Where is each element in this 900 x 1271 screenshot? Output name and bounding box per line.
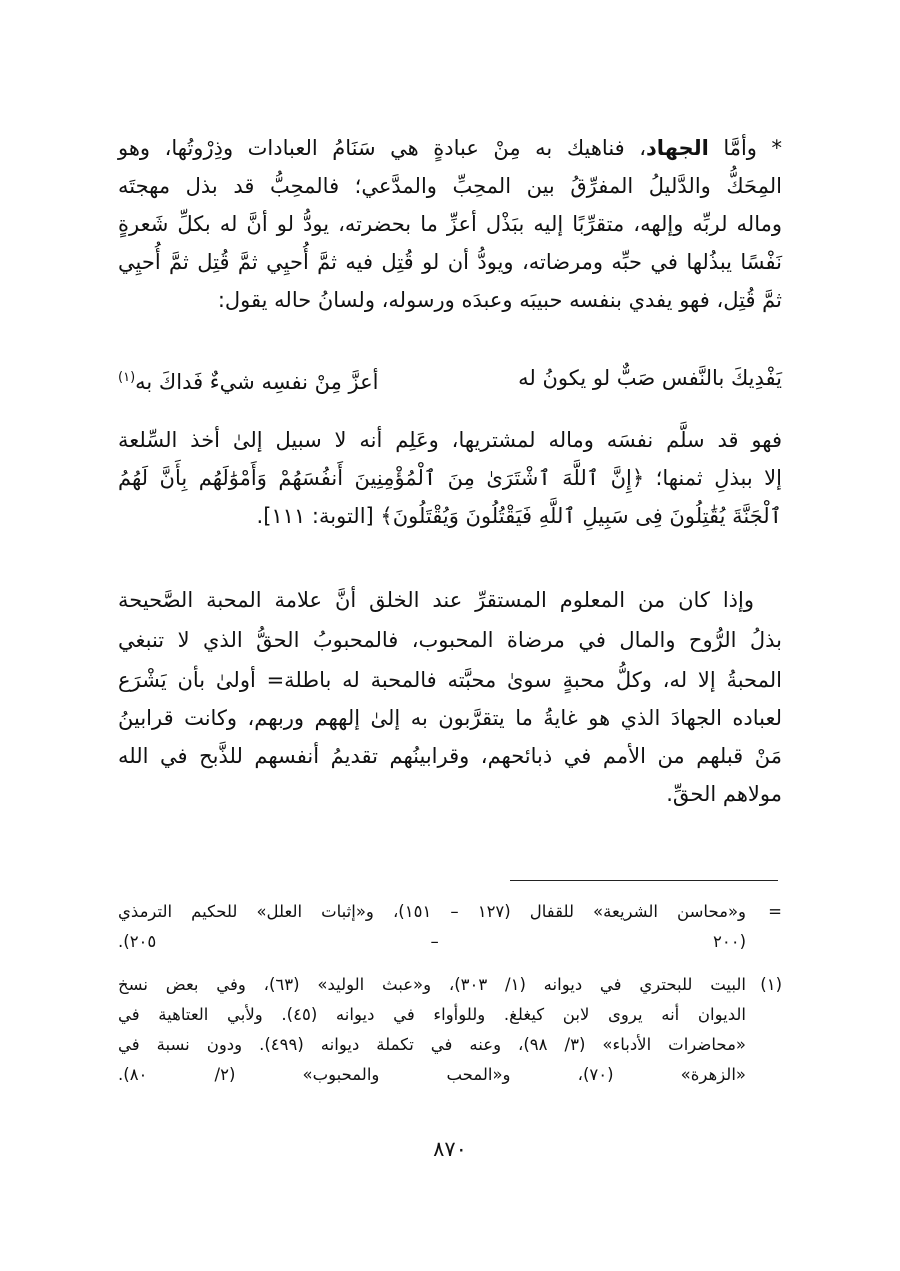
paragraph-2-line-2: إلا ببذلِ ثمنها؛ ﴿إِنَّ ٱللَّهَ ٱشْتَرَىٰ مِنَ ٱلْمُؤْمِنِينَ أَنفُسَهُمْ وَأَمْوَٰلَهُم بِأَنَّ لَهُمُ xyxy=(118,466,782,490)
page-number: ٨٧٠ xyxy=(433,1137,467,1161)
footnote-1-marker: (١) xyxy=(760,975,782,994)
footnote-continuation-line-2: (٢٠٠ – ٢٠٥). xyxy=(118,932,746,951)
verse-hemistich-1: يَفْدِيكَ بالنَّفس صَبٌّ لو يكونُ له xyxy=(518,366,782,390)
paragraph-3-line-5: مَنْ قبلهم من الأمم في ذبائحهم، وقرابينُهم تقديمُ أنفسهم للذَّبح في الله xyxy=(118,744,782,768)
paragraph-2-line-1: فهو قد سلَّم نفسَه وماله لمشتريها، وعَلِم أنه لا سبيل إلىٰ أخذ السِّلعة xyxy=(118,428,782,452)
paragraph-3-line-4: لعباده الجهادَ الذي هو غايةُ ما يتقرَّبون به إلىٰ إلههم وربهم، وكانت قرابينُ xyxy=(118,706,782,730)
footnote-separator xyxy=(510,880,778,881)
bold-term: الجهاد xyxy=(646,136,709,160)
paragraph-1-line-5: ثمَّ قُتِل، فهو يفدي بنفسه حبيبَه وعبدَه ورسوله، ولسانُ حاله يقول: xyxy=(217,288,782,312)
paragraph-1-line-1: * وأمَّا الجهاد، فناهيك به مِنْ عبادةٍ هي سَنَامُ العبادات وذِرْوتُها، وهو xyxy=(118,136,782,160)
footnote-continuation-marker: = xyxy=(768,902,782,921)
paragraph-2-line-3: ٱلْجَنَّةَ يُقَٰتِلُونَ فِى سَبِيلِ ٱللَّهِ فَيَقْتُلُونَ وَيُقْتَلُونَ﴾ [التوبة: ١١١]. xyxy=(256,504,782,528)
paragraph-3-line-3: المحبةُ إلا له، وكلُّ محبةٍ سوىٰ محبَّته فالمحبة له باطلة= أولىٰ بأن يَشْرَع xyxy=(118,668,782,692)
footnote-continuation-line-1: و«محاسن الشريعة» للقفال (١٢٧ – ١٥١)، و«إثبات العلل» للحكيم الترمذي xyxy=(118,902,747,921)
paragraph-1-line-2: المِحَكُّ والدَّليلُ المفرِّقُ بين المحِبِّ والمدَّعي؛ فالمحِبُّ قد بذل مهجتَه xyxy=(118,174,782,198)
footnote-1-line-1: البيت للبحتري في ديوانه (١/ ٣٠٣)، و«عبث الوليد» (٦٣)، وفي بعض نسخ xyxy=(118,975,747,994)
verse-hemistich-2-text: أعزَّ مِنْ نفسِه شيءٌ فَداكَ به xyxy=(135,370,379,394)
verse-hemistich-2 xyxy=(118,363,378,397)
footnote-1-line-4: «الزهرة» (٧٠)، و«المحب والمحبوب» (٢/ ٨٠). xyxy=(118,1065,747,1084)
footnote-ref-1[interactable]: (١) xyxy=(118,370,136,385)
paragraph-3-line-1: وإذا كان من المعلوم المستقرِّ عند الخلق أنَّ علامة المحبة الصَّحيحة xyxy=(118,588,754,612)
footnote-1-line-3: «محاضرات الأدباء» (٣/ ٩٨)، وعنه في تكملة ديوانه (٤٩٩). ودون نسبة في xyxy=(118,1035,746,1054)
paragraph-1-line-4: نَفْسًا يبذُلها في حبِّه ومرضاته، ويودُّ أن لو قُتِل فيه ثمَّ أُحيِي ثمَّ قُتِل ثمَّ أُحيِي xyxy=(118,250,782,274)
paragraph-1-line-3: وماله لربِّه وإلهه، متقرِّبًا إليه ببَذْل أعزِّ ما بحضرته، يودُّ لو أنَّ له بكلِّ شَعرةٍ xyxy=(118,212,782,236)
footnote-1-line-2: الديوان أنه يروى لابن كيغلغ. وللوأواء في ديوانه (٤٥). ولأبي العتاهية في xyxy=(118,1005,747,1024)
paragraph-3-line-6: مولاهم الحقِّ. xyxy=(666,782,782,806)
paragraph-3-line-2: بذلُ الرُّوح والمال في مرضاة المحبوب، فالمحبوبُ الحقُّ الذي لا تنبغي xyxy=(118,628,782,652)
